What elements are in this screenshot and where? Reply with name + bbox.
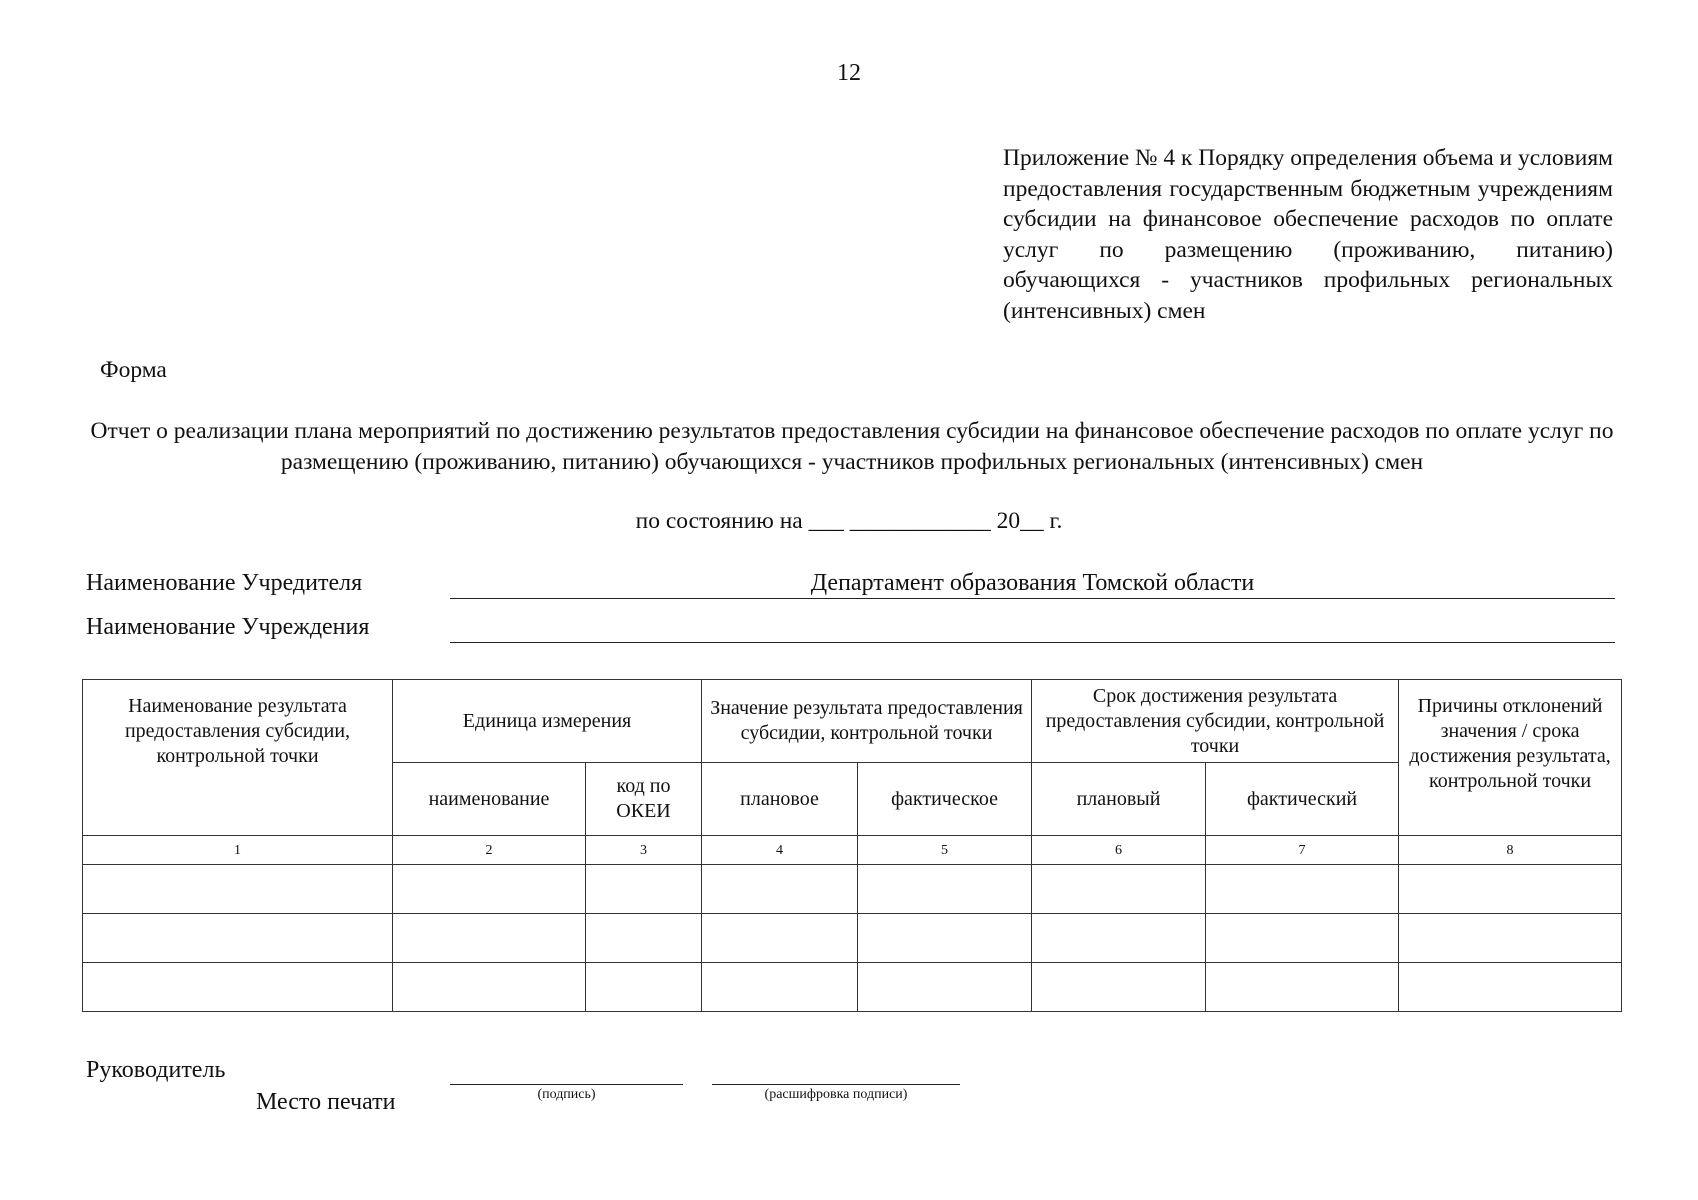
column-number: 7 bbox=[1206, 836, 1399, 865]
seal-label: Место печати bbox=[256, 1089, 396, 1115]
table-cell bbox=[393, 865, 586, 914]
institution-label: Наименование Учреждения bbox=[86, 614, 370, 640]
table-cell bbox=[1032, 963, 1206, 1012]
column-number: 1 bbox=[83, 836, 393, 865]
institution-field bbox=[450, 614, 1615, 643]
header-unit: Единица измерения bbox=[393, 680, 702, 763]
table-cell bbox=[586, 914, 702, 963]
signature-line bbox=[450, 1054, 683, 1085]
table-cell bbox=[586, 963, 702, 1012]
report-date-line: по состоянию на ___ ____________ 20__ г. bbox=[635, 508, 1063, 534]
column-number: 6 bbox=[1032, 836, 1206, 865]
table-cell bbox=[858, 865, 1032, 914]
table-cell bbox=[702, 963, 858, 1012]
header-result-name: Наименование результата предоставления субсидии, контрольной точки bbox=[83, 680, 393, 836]
table-cell bbox=[83, 865, 393, 914]
table-cell bbox=[1399, 963, 1622, 1012]
column-number: 4 bbox=[702, 836, 858, 865]
header-value-plan: плановое bbox=[702, 763, 858, 836]
signature-decryption-line bbox=[712, 1054, 960, 1085]
column-number: 8 bbox=[1399, 836, 1622, 865]
column-number: 5 bbox=[858, 836, 1032, 865]
table-cell bbox=[1032, 865, 1206, 914]
header-term: Срок достижения результата предоставления субсидии, контрольной точки bbox=[1032, 680, 1399, 763]
table-cell bbox=[1399, 865, 1622, 914]
report-title: Отчет о реализации плана мероприятий по достижению результатов предоставления субсидии на финансовое обеспечение расходов по оплате услуг по размещению (проживанию, питанию) обучающихся - участников профильных региональных (интенсивных) смен bbox=[90, 418, 1614, 475]
table-cell bbox=[1206, 914, 1399, 963]
header-term-fact: фактический bbox=[1206, 763, 1399, 836]
table-cell bbox=[1032, 914, 1206, 963]
founder-field: Департамент образования Томской области bbox=[450, 570, 1615, 599]
head-label: Руководитель bbox=[86, 1057, 226, 1083]
header-unit-name: наименование bbox=[393, 763, 586, 836]
signature-caption: (подпись) bbox=[537, 1087, 596, 1102]
column-number: 2 bbox=[393, 836, 586, 865]
table-cell bbox=[858, 914, 1032, 963]
results-table bbox=[82, 679, 1622, 1012]
header-value-fact: фактическое bbox=[858, 763, 1032, 836]
header-reasons: Причины отклонений значения / срока достижения результата, контрольной точки bbox=[1399, 680, 1622, 836]
table-cell bbox=[83, 914, 393, 963]
table-row bbox=[83, 963, 1622, 1012]
form-label: Форма bbox=[100, 357, 167, 383]
appendix-note: Приложение № 4 к Порядку определения объема и условиям предоставления государственным бюджетным учреждениям субсидии на финансовое обеспечение расходов по оплате услуг по размещению (проживанию, питанию) обучающихся - участников профильных региональных (интенсивных) смен bbox=[1003, 145, 1613, 324]
signature-decryption-caption: (расшифровка подписи) bbox=[764, 1087, 908, 1102]
table-cell bbox=[1206, 963, 1399, 1012]
table-cell bbox=[858, 963, 1032, 1012]
header-unit-okei: код по ОКЕИ bbox=[586, 763, 702, 836]
table-cell bbox=[586, 865, 702, 914]
table-cell bbox=[1399, 914, 1622, 963]
table-cell bbox=[83, 963, 393, 1012]
page-number: 12 bbox=[837, 60, 861, 86]
table-row bbox=[83, 865, 1622, 914]
table-cell bbox=[702, 865, 858, 914]
table-cell bbox=[1206, 865, 1399, 914]
table-row bbox=[83, 914, 1622, 963]
founder-label: Наименование Учредителя bbox=[86, 570, 363, 596]
table-cell bbox=[702, 914, 858, 963]
header-value: Значение результата предоставления субсидии, контрольной точки bbox=[702, 680, 1032, 763]
table-cell bbox=[393, 963, 586, 1012]
column-number: 3 bbox=[586, 836, 702, 865]
header-term-plan: плановый bbox=[1032, 763, 1206, 836]
column-number-row bbox=[83, 836, 1622, 865]
table-cell bbox=[393, 914, 586, 963]
